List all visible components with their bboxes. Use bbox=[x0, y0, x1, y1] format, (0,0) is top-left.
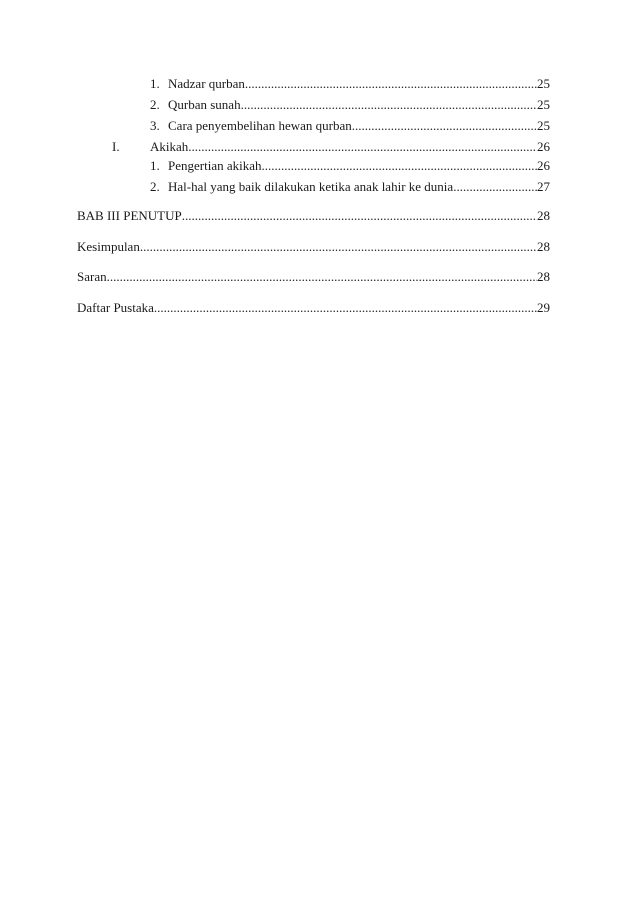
toc-entry-title: Daftar Pustaka bbox=[77, 300, 154, 315]
toc-entry bbox=[150, 76, 550, 92]
toc-entry bbox=[77, 300, 550, 316]
toc-dot-leader bbox=[352, 118, 537, 134]
toc-entry-page: 25 bbox=[537, 118, 550, 133]
toc-entry-page: 28 bbox=[537, 208, 550, 223]
toc-entry bbox=[77, 269, 550, 285]
toc-entry bbox=[77, 208, 550, 224]
toc-entry-title: Pengertian akikah bbox=[168, 158, 262, 173]
toc-entry-title: Hal-hal yang baik dilakukan ketika anak lahir ke dunia bbox=[168, 179, 454, 194]
toc-entry bbox=[77, 239, 550, 255]
toc-entry-title: Cara penyembelihan hewan qurban bbox=[168, 118, 352, 133]
toc-dot-leader bbox=[154, 300, 537, 316]
toc-dot-leader bbox=[188, 139, 537, 155]
toc-entry-page: 28 bbox=[537, 269, 550, 284]
toc-dot-leader bbox=[245, 76, 537, 92]
toc-entry-page: 26 bbox=[537, 139, 550, 154]
toc-entry-page: 26 bbox=[537, 158, 550, 173]
toc-dot-leader bbox=[182, 208, 537, 224]
toc-entry-page: 28 bbox=[537, 239, 550, 254]
toc-entry-number: I. bbox=[112, 139, 120, 154]
toc-entry-number: 1. bbox=[150, 76, 160, 91]
toc-dot-leader bbox=[107, 269, 537, 285]
toc-dot-leader bbox=[140, 239, 537, 255]
toc-entry-number: 1. bbox=[150, 158, 160, 173]
toc-entry bbox=[150, 118, 550, 134]
toc-dot-leader bbox=[241, 97, 537, 113]
toc-dot-leader bbox=[262, 158, 538, 174]
toc-dot-leader bbox=[453, 179, 537, 195]
toc-entry bbox=[150, 158, 550, 174]
toc-entry-page: 25 bbox=[537, 97, 550, 112]
toc-entry-title: Nadzar qurban bbox=[168, 76, 245, 91]
toc-entry-page: 25 bbox=[537, 76, 550, 91]
toc-entry-title: Akikah bbox=[150, 139, 189, 154]
toc-entry bbox=[150, 97, 550, 113]
toc-entry-number: 2. bbox=[150, 179, 160, 194]
toc-entry bbox=[112, 139, 550, 155]
toc-entry-number: 3. bbox=[150, 118, 160, 133]
toc-entry-number: 2. bbox=[150, 97, 160, 112]
toc-entry bbox=[150, 179, 550, 195]
toc-entry-title: BAB III PENUTUP bbox=[77, 208, 182, 223]
toc-entry-title: Qurban sunah bbox=[168, 97, 241, 112]
toc-entry-page: 27 bbox=[537, 179, 550, 194]
toc-entry-page: 29 bbox=[537, 300, 550, 315]
toc-entry-title: Saran bbox=[77, 269, 107, 284]
toc-entry-title: Kesimpulan bbox=[77, 239, 140, 254]
